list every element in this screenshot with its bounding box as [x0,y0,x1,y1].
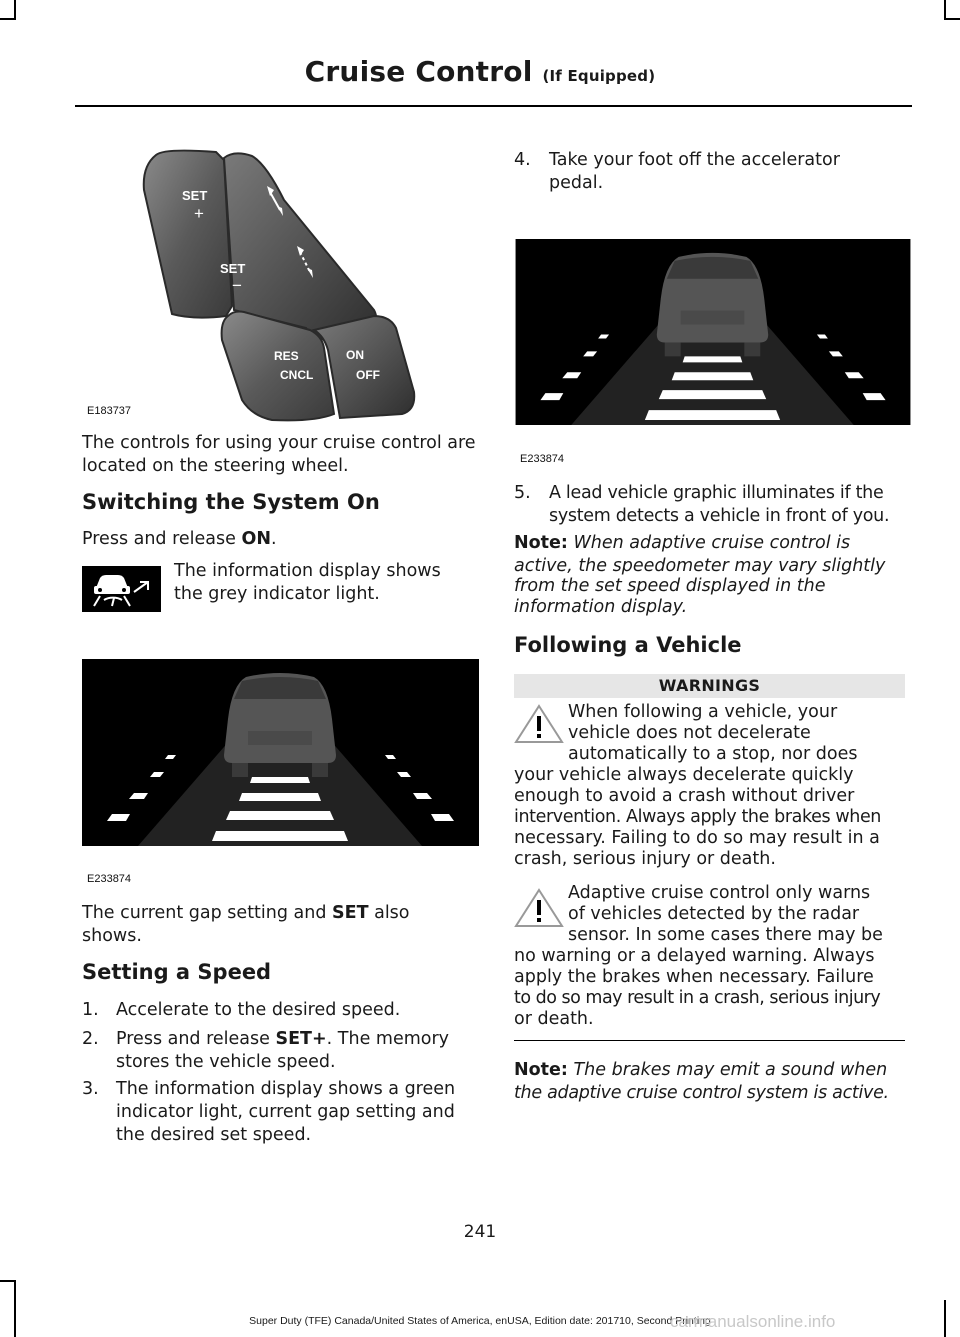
set-minus-sign: − [232,276,242,295]
warning-2-line-6: to do so may result in a crash, serious injury [514,988,881,1008]
indicator-text-line-2: the grey indicator light. [174,584,380,604]
figure-label: E233874 [87,873,132,885]
list-item-4-line-2: pedal. [549,173,604,193]
note-2-line-1: Note: The brakes may emit a sound when [514,1060,888,1080]
list-item-2-line-2: stores the vehicle speed. [116,1052,336,1072]
warning-2-line-1: Adaptive cruise control only warns [568,883,871,903]
adaptive-cruise-icon [82,566,161,612]
list-number: 4. [514,150,531,170]
crop-mark [944,0,946,20]
warning-2-line-2: of vehicles detected by the radar [568,904,860,924]
page-title-main: Cruise Control [304,55,533,88]
heading-setting-speed: Setting a Speed [82,960,272,984]
list-item-5-line-1: A lead vehicle graphic illuminates if the [549,483,884,503]
page-number: 241 [463,1222,497,1242]
crop-mark [0,18,16,20]
warning-triangle-icon [514,704,564,744]
gap-setting-line-2: shows. [82,926,142,946]
warnings-heading: WARNINGS [514,674,905,698]
list-item-3-line-2: indicator light, current gap setting and [116,1102,455,1122]
warning-2-line-7: or death. [514,1009,594,1029]
on-label: ON [346,348,364,362]
res-label: RES [274,349,299,363]
indicator-text-line-1: The information display shows [174,561,441,581]
warning-1-line-3: automatically to a stop, nor does [568,744,858,764]
warning-1-line-6: intervention. Always apply the brakes when [514,807,881,827]
warning-2-line-3: sensor. In some cases there may be [568,925,883,945]
heading-following-vehicle: Following a Vehicle [514,633,742,657]
note-2-line-2: the adaptive cruise control system is active. [514,1083,889,1103]
warning-1-line-1: When following a vehicle, your [568,702,838,722]
warning-1-line-2: vehicle does not decelerate [568,723,811,743]
list-number: 2. [82,1029,99,1049]
warnings-end-rule [514,1040,905,1041]
set-minus-label: SET [220,261,246,276]
list-item-3-line-3: the desired set speed. [116,1125,312,1145]
warning-1-line-8: crash, serious injury or death. [514,849,776,869]
watermark: carmanualsonline.info [670,1312,836,1331]
page-title-subtitle: (If Equipped) [542,67,656,85]
warning-1-line-5: enough to avoid a crash without driver [514,786,855,806]
set-plus-sign: + [194,204,204,223]
note-1-line-2: active, the speedometer may vary slightly [514,556,886,576]
page-title [0,55,960,88]
off-label: OFF [356,368,380,382]
gap-setting-line-1: The current gap setting and SET also [82,903,410,923]
list-number: 3. [82,1079,99,1099]
heading-switching-on: Switching the System On [82,490,380,514]
lead-vehicle-display [514,239,912,425]
warning-triangle-icon [514,888,564,928]
figure-label: E233874 [520,453,565,465]
edition-footer: Super Duty (TFE) Canada/United States of America, enUSA, Edition date: 201710, Second Printing [249,1315,711,1327]
list-item-2-line-1: Press and release SET+. The memory [116,1029,450,1049]
note-1-line-4: information display. [514,597,688,617]
list-number: 5. [514,483,531,503]
figure-label: E183737 [87,405,132,417]
crop-mark [0,1280,16,1282]
list-number: 1. [82,1000,99,1020]
list-item-4-line-1: Take your foot off the accelerator [549,150,840,170]
list-item-5-line-2: system detects a vehicle in front of you. [549,506,890,526]
crop-mark [14,0,16,20]
note-1-line-3: from the set speed displayed in the [514,576,826,596]
header-divider [75,105,912,107]
press-on-paragraph: Press and release ON. [82,529,277,549]
crop-mark [14,1280,16,1337]
intro-paragraph: The controls for using your cruise control are located on the steering wheel. [82,433,476,476]
cruise-control-switch-illustration [84,130,480,425]
lead-vehicle-display [82,659,479,846]
note-1-line-1: Note: When adaptive cruise control is [514,533,851,553]
cruise-indicator-icon [82,566,161,612]
warning-1-line-4: your vehicle always decelerate quickly [514,765,854,785]
warning-1-line-7: necessary. Failing to do so may result in a [514,828,880,848]
list-item-1: Accelerate to the desired speed. [116,1000,401,1020]
crop-mark [944,18,960,20]
set-plus-label: SET [182,188,208,203]
warning-2-line-5: apply the brakes when necessary. Failure [514,967,874,987]
cncl-label: CNCL [280,368,314,382]
list-item-3-line-1: The information display shows a green [116,1079,456,1099]
warning-2-line-4: no warning or a delayed warning. Always [514,946,875,966]
